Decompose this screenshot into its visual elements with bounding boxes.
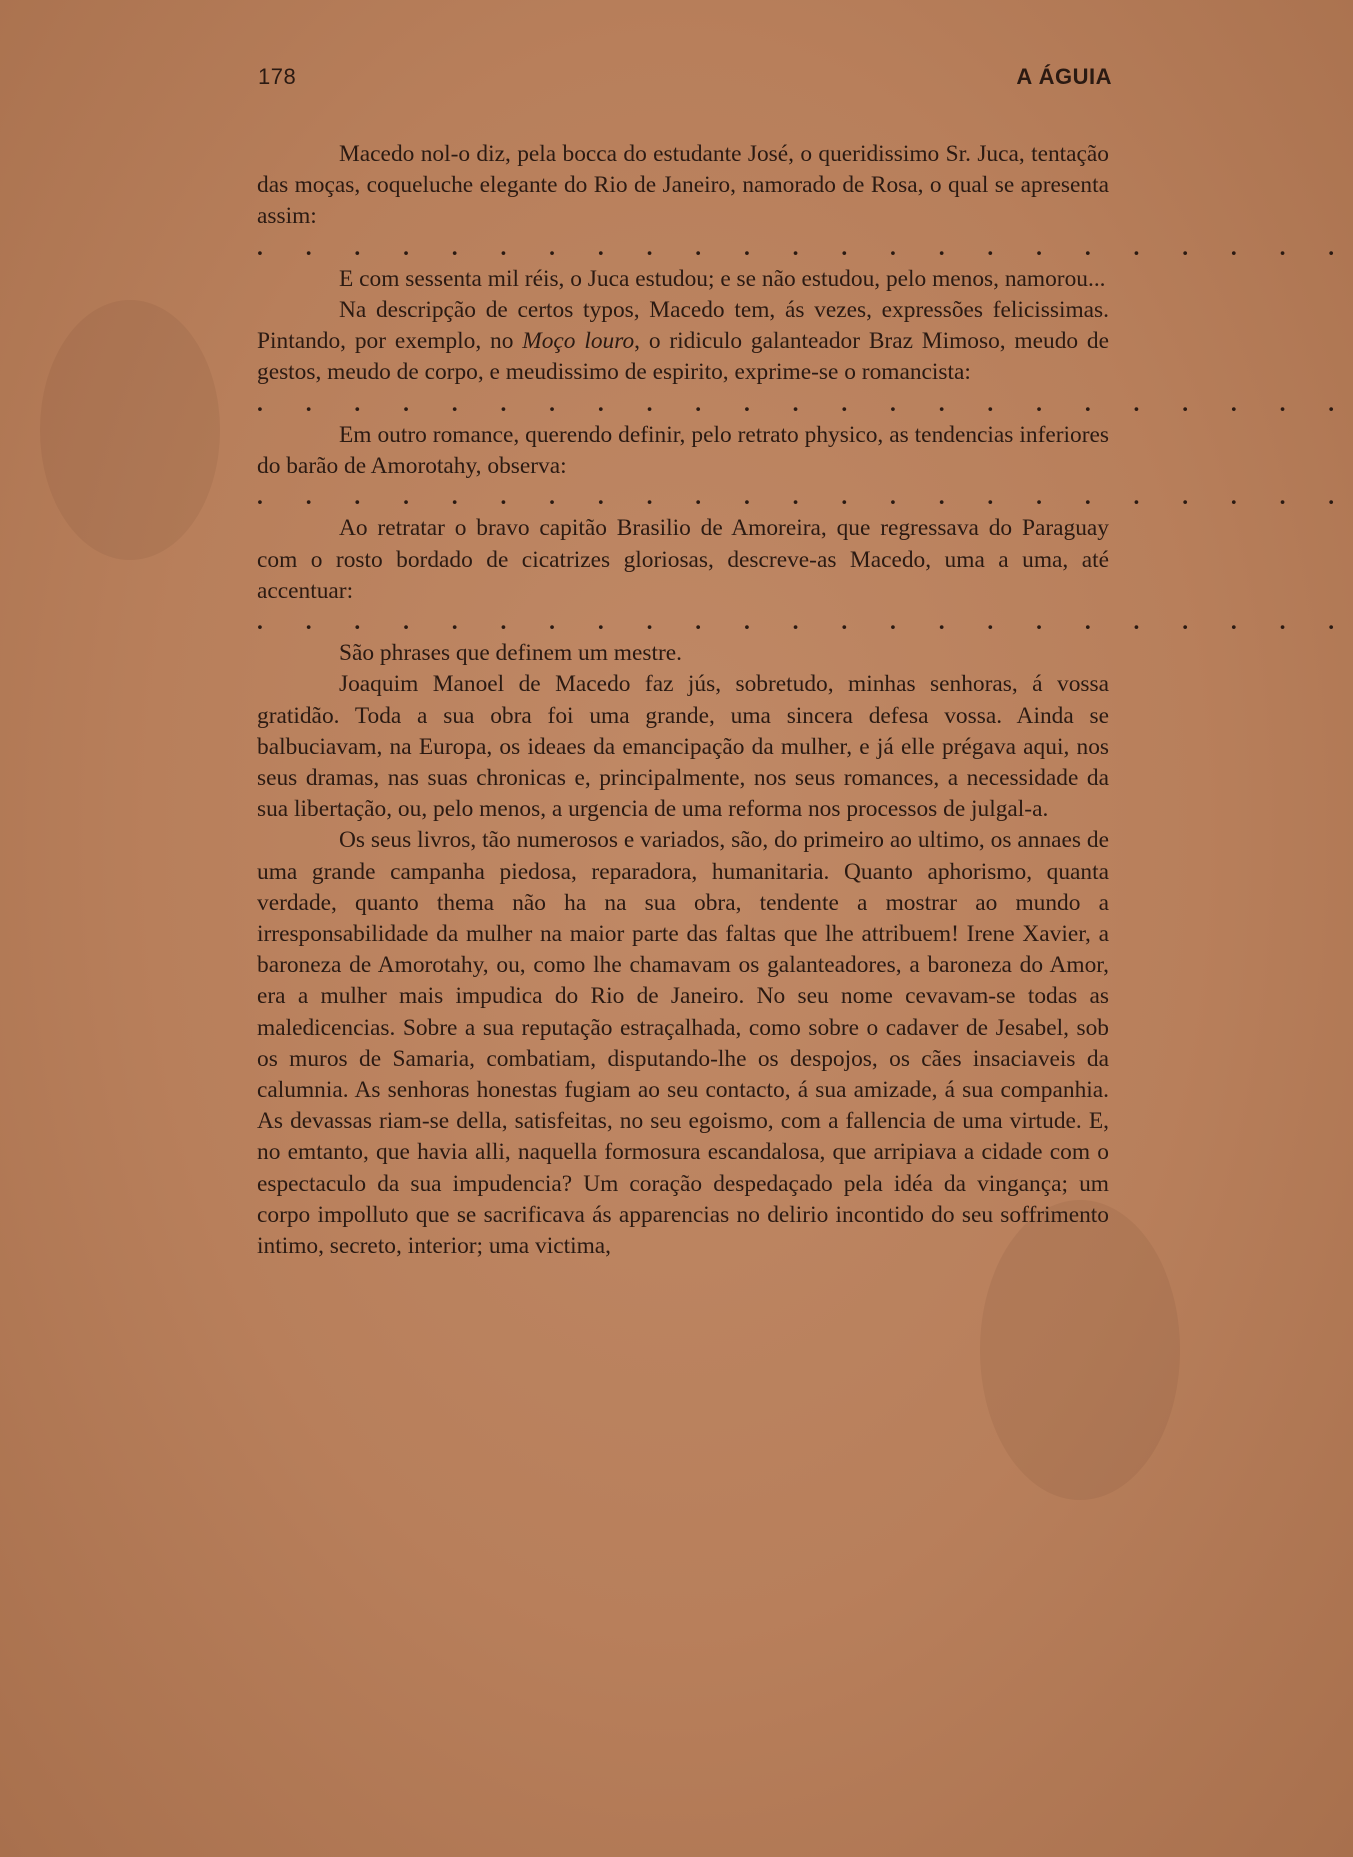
book-title-italic: Moço louro — [522, 328, 635, 355]
page-header — [258, 64, 1112, 104]
paragraph: E com sessenta mil réis, o Juca estudou; e se não estudou, pelo menos, namorou... — [339, 265, 1106, 292]
paragraph: Ao retratar o bravo capitão Brasilio de Amoreira, que regressava do Paraguay com o rosto bordado de cicatrizes gloriosas, descreve-as Macedo, uma a uma, até accentuar: — [257, 515, 1109, 604]
body-text — [257, 139, 1353, 1262]
ellipsis-line: . . . . . . . . . . . . . . . . . . . . . . . — [257, 234, 1353, 261]
paper-stain — [40, 300, 220, 560]
text-run: , o ridiculo galanteador Braz Mimoso, meudo de gestos, meudo de corpo, e meudissimo de espirito, exprime-se o romancista: — [257, 328, 1109, 386]
text-run: Na descripção de certos typos, Macedo tem, ás vezes, expressões felicissimas. Pintando, por exemplo, no — [257, 297, 1109, 355]
page-number: 178 — [258, 64, 297, 89]
ellipsis-line: . . . . . . . . . . . . . . . . . . . . . . . — [257, 390, 1353, 417]
paragraph: São phrases que definem um mestre. — [339, 640, 682, 667]
paragraph: Joaquim Manoel de Macedo faz jús, sobretudo, minhas senhoras, á vossa gratidão. Toda a sua obra foi uma grande, uma sincera defesa vossa. Ainda se balbuciavam, na Europa, os ideaes da emancipação da mulher, e já elle prégava aqui, nos seus dramas, nas suas chronicas e, principalmente, nos seus romances, a necessidade da sua libertação, ou, pelo menos, a urgencia de uma reforma nos processos de julgal-a. — [257, 671, 1109, 823]
paragraph: Os seus livros, tão numerosos e variados, são, do primeiro ao ultimo, os annaes de uma grande campanha piedosa, reparadora, humanitaria. Quanto aphorismo, quanta verdade, quanto thema não ha na sua obra, tendente a mostrar ao mundo a irresponsabilidade da mulher na maior parte das faltas que lhe attribuem! Irene Xavier, a baroneza de Amorotahy, ou, como lhe chamavam os galanteadores, a baroneza do Amor, era a mulher mais impudica do Rio de Janeiro. No seu nome cevavam-se todas as maledicencias. Sobre a sua reputação estraçalhada, como sobre o cadaver de Jesabel, sob os muros de Samaria, combatiam, disputando-lhe os despojos, os cães insaciaveis da calumnia. As senhoras honestas fugiam ao seu contacto, á sua amizade, á sua companhia. As devassas riam-se della, satisfeitas, no seu egoismo, com a fallencia de uma virtude. E, no emtanto, que havia alli, naquella formosura escandalosa, que arripiava a cidade com o espectaculo da sua impudencia? Um coração despedaçado pela idéa da vingança; um corpo impolluto que se sacrificava ás apparencias no delirio incontido do seu soffrimento intimo, secreto, interior; uma victima, — [257, 827, 1109, 1260]
paragraph — [257, 295, 1109, 389]
ellipsis-line: . . . . . . . . . . . . . . . . . . . . . . . — [257, 609, 1353, 635]
paragraph: Em outro romance, querendo definir, pelo retrato physico, as tendencias inferiores do barão de Amorotahy, observa: — [257, 421, 1109, 479]
running-title: A ÁGUIA — [1016, 64, 1112, 89]
ellipsis-line: . . . . . . . . . . . . . . . . . . . . . . . — [257, 484, 1353, 511]
paragraph: Macedo nol-o diz, pela bocca do estudante José, o queridissimo Sr. Juca, tentação das moças, coqueluche elegante do Rio de Janeiro, namorado de Rosa, o qual se apresenta assim: — [257, 141, 1109, 230]
